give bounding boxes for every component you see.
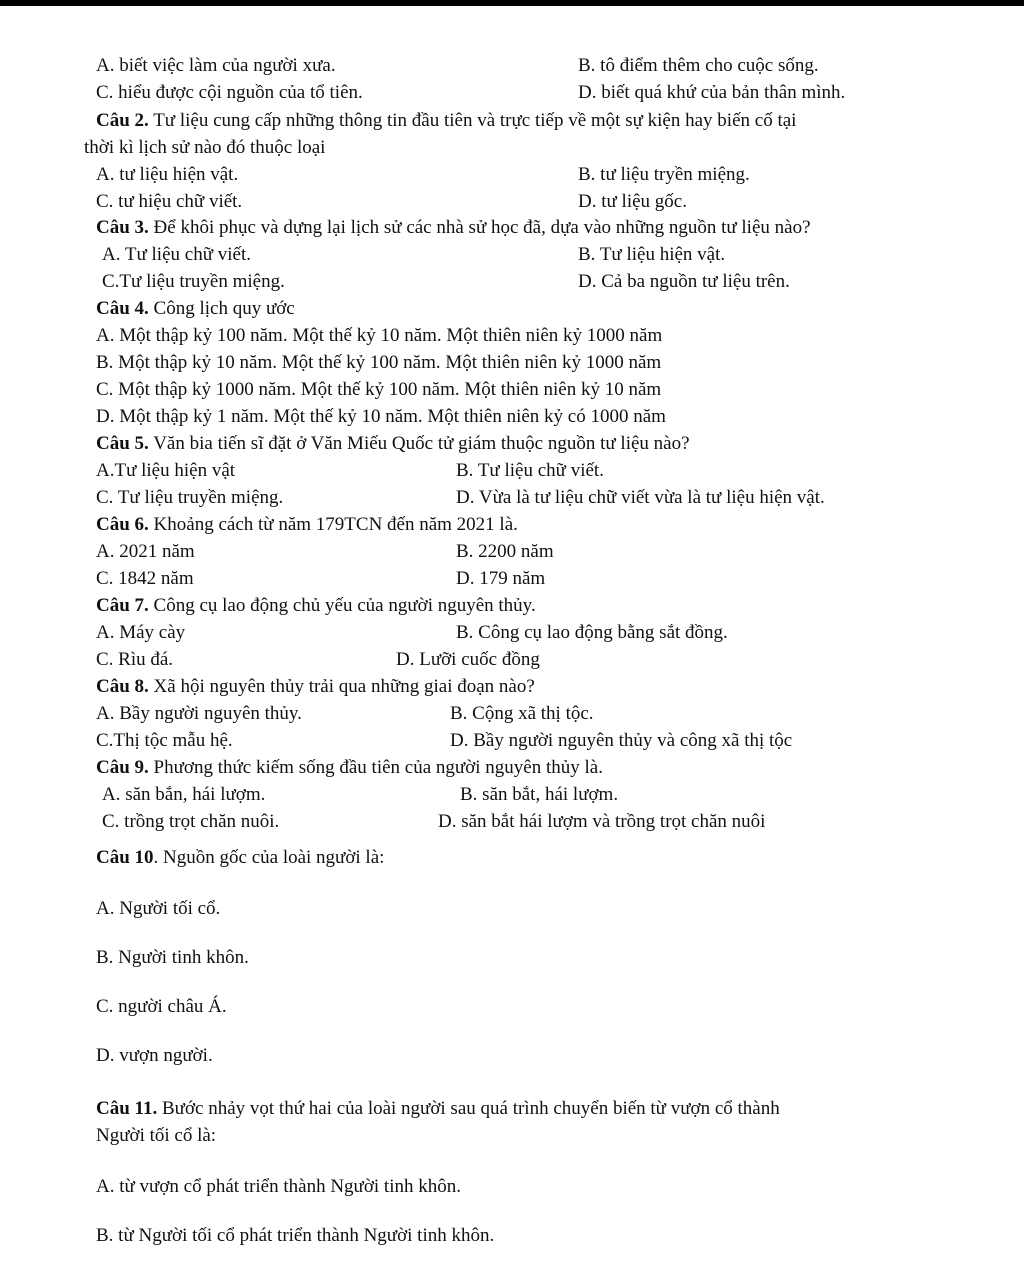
q2-option-d: D. tư liệu gốc. bbox=[578, 191, 687, 212]
question-11-number: Câu 11. bbox=[96, 1098, 158, 1119]
q4-option-c-row bbox=[96, 376, 996, 403]
q11-option-b-row bbox=[96, 1222, 996, 1249]
question-8 bbox=[96, 673, 996, 700]
question-7 bbox=[96, 592, 996, 619]
q5-option-a: A.Tư liệu hiện vật bbox=[96, 460, 236, 481]
q5-option-b: B. Tư liệu chữ viết. bbox=[456, 460, 604, 481]
question-6-text: Khoảng cách từ năm 179TCN đến năm 2021 là. bbox=[148, 514, 518, 535]
q7-options-row-2 bbox=[96, 646, 996, 673]
q7-option-b: B. Công cụ lao động bằng sắt đồng. bbox=[456, 622, 728, 643]
question-2-continued bbox=[84, 134, 996, 161]
q2-option-c: C. tư hiệu chữ viết. bbox=[96, 191, 243, 212]
q9-options-row-1 bbox=[96, 781, 996, 808]
q11-option-a-row bbox=[96, 1173, 996, 1200]
q1-options-row-1 bbox=[96, 52, 996, 79]
question-7-text: Công cụ lao động chủ yếu của người nguyên thủy. bbox=[148, 595, 536, 616]
question-4 bbox=[96, 295, 996, 322]
question-8-number: Câu 8. bbox=[96, 676, 149, 697]
question-6-number: Câu 6. bbox=[96, 514, 149, 535]
q10-option-a: A. Người tối cổ. bbox=[96, 898, 221, 919]
q1-option-a: A. biết việc làm của người xưa. bbox=[96, 55, 336, 76]
question-2 bbox=[96, 107, 996, 134]
q8-options-row-2 bbox=[96, 727, 996, 754]
question-4-number: Câu 4. bbox=[96, 298, 149, 319]
q2-options-row-2 bbox=[96, 188, 996, 215]
q3-option-a: A. Tư liệu chữ viết. bbox=[102, 244, 251, 265]
question-11-text: Bước nhảy vọt thứ hai của loài người sau quá trình chuyển biến từ vượn cổ thành bbox=[157, 1098, 780, 1119]
q4-option-a: A. Một thập kỷ 100 năm. Một thế kỷ 10 năm. Một thiên niên kỷ 1000 năm bbox=[96, 325, 663, 346]
q10-option-d-row bbox=[96, 1042, 996, 1069]
q6-option-c: C. 1842 năm bbox=[96, 568, 194, 589]
q8-option-b: B. Cộng xã thị tộc. bbox=[450, 703, 594, 724]
q9-option-d: D. săn bắt hái lượm và trồng trọt chăn nuôi bbox=[438, 811, 766, 832]
question-2-text: Tư liệu cung cấp những thông tin đầu tiên và trực tiếp về một sự kiện hay biến cố tại bbox=[148, 110, 797, 131]
q3-option-b: B. Tư liệu hiện vật. bbox=[578, 244, 726, 265]
question-10-text: . Nguồn gốc của loài người là: bbox=[153, 847, 385, 868]
question-2-number: Câu 2. bbox=[96, 110, 149, 131]
q3-option-c: C.Tư liệu truyền miệng. bbox=[102, 271, 285, 292]
q9-option-a: A. săn bắn, hái lượm. bbox=[102, 784, 266, 805]
question-4-text: Công lịch quy ước bbox=[148, 298, 295, 319]
q10-option-a-row bbox=[96, 895, 996, 922]
q11-option-a: A. từ vượn cổ phát triển thành Người tinh khôn. bbox=[96, 1176, 461, 1197]
question-3-number: Câu 3. bbox=[96, 217, 149, 238]
top-border bbox=[0, 0, 1024, 6]
question-10-number: Câu 10 bbox=[96, 847, 154, 868]
q3-options-row-1 bbox=[96, 241, 996, 268]
question-6 bbox=[96, 511, 996, 538]
q1-option-b: B. tô điểm thêm cho cuộc sống. bbox=[578, 55, 819, 76]
question-3 bbox=[96, 214, 996, 241]
q1-options-row-2 bbox=[96, 79, 996, 106]
question-11-continued bbox=[96, 1122, 996, 1149]
q4-option-d-row bbox=[96, 403, 996, 430]
q4-option-b-row bbox=[96, 349, 996, 376]
q11-option-b: B. từ Người tối cổ phát triển thành Người tinh khôn. bbox=[96, 1225, 495, 1246]
q8-option-d: D. Bầy người nguyên thủy và công xã thị tộc bbox=[450, 730, 793, 751]
q7-option-c: C. Rìu đá. bbox=[96, 649, 174, 670]
q5-options-row-2 bbox=[96, 484, 996, 511]
q10-option-d: D. vượn người. bbox=[96, 1045, 213, 1066]
q4-option-d: D. Một thập kỷ 1 năm. Một thế kỷ 10 năm. Một thiên niên kỷ có 1000 năm bbox=[96, 406, 666, 427]
q7-option-d: D. Lưỡi cuốc đồng bbox=[396, 649, 540, 670]
question-11 bbox=[96, 1095, 996, 1122]
question-3-text: Để khôi phục và dựng lại lịch sử các nhà sử học đã, dựa vào những nguồn tư liệu nào? bbox=[148, 217, 811, 238]
q6-options-row-2 bbox=[96, 565, 996, 592]
q4-option-b: B. Một thập kỷ 10 năm. Một thế kỷ 100 năm. Một thiên niên kỷ 1000 năm bbox=[96, 352, 662, 373]
q1-option-c: C. hiểu được cội nguồn của tổ tiên. bbox=[96, 82, 363, 103]
question-5-number: Câu 5. bbox=[96, 433, 149, 454]
q10-option-c-row bbox=[96, 993, 996, 1020]
q7-options-row-1 bbox=[96, 619, 996, 646]
q7-option-a: A. Máy cày bbox=[96, 622, 186, 643]
question-2-text-line-2: thời kì lịch sử nào đó thuộc loại bbox=[84, 137, 326, 158]
q9-option-b: B. săn bắt, hái lượm. bbox=[460, 784, 619, 805]
q5-option-c: C. Tư liệu truyền miệng. bbox=[96, 487, 284, 508]
q6-options-row-1 bbox=[96, 538, 996, 565]
q4-option-a-row bbox=[96, 322, 996, 349]
question-10 bbox=[96, 844, 996, 871]
q3-options-row-2 bbox=[96, 268, 996, 295]
q5-option-d: D. Vừa là tư liệu chữ viết vừa là tư liệu hiện vật. bbox=[456, 487, 825, 508]
question-9-number: Câu 9. bbox=[96, 757, 149, 778]
question-7-number: Câu 7. bbox=[96, 595, 149, 616]
question-8-text: Xã hội nguyên thủy trải qua những giai đoạn nào? bbox=[148, 676, 535, 697]
q4-option-c: C. Một thập kỷ 1000 năm. Một thế kỷ 100 năm. Một thiên niên kỷ 10 năm bbox=[96, 379, 662, 400]
q10-option-b: B. Người tinh khôn. bbox=[96, 947, 249, 968]
question-9 bbox=[96, 754, 996, 781]
q10-option-b-row bbox=[96, 944, 996, 971]
question-5-text: Văn bia tiến sĩ đặt ở Văn Miếu Quốc tử giám thuộc nguồn tư liệu nào? bbox=[148, 433, 690, 454]
q5-options-row-1 bbox=[96, 457, 996, 484]
q8-options-row-1 bbox=[96, 700, 996, 727]
q9-option-c: C. trồng trọt chăn nuôi. bbox=[102, 811, 280, 832]
q2-option-b: B. tư liệu tryền miệng. bbox=[578, 164, 750, 185]
q3-option-d: D. Cả ba nguồn tư liệu trên. bbox=[578, 271, 790, 292]
q6-option-b: B. 2200 năm bbox=[456, 541, 554, 562]
q8-option-c: C.Thị tộc mẫu hệ. bbox=[96, 730, 233, 751]
question-5 bbox=[96, 430, 996, 457]
q10-option-c: C. người châu Á. bbox=[96, 996, 227, 1017]
q6-option-a: A. 2021 năm bbox=[96, 541, 195, 562]
question-9-text: Phương thức kiếm sống đầu tiên của người nguyên thủy là. bbox=[148, 757, 603, 778]
q2-options-row-1 bbox=[96, 161, 996, 188]
q1-option-d: D. biết quá khứ của bản thân mình. bbox=[578, 82, 846, 103]
q9-options-row-2 bbox=[96, 808, 996, 835]
q2-option-a: A. tư liệu hiện vật. bbox=[96, 164, 239, 185]
q8-option-a: A. Bầy người nguyên thủy. bbox=[96, 703, 302, 724]
question-11-text-line-2: Người tối cổ là: bbox=[96, 1125, 217, 1146]
q6-option-d: D. 179 năm bbox=[456, 568, 546, 589]
